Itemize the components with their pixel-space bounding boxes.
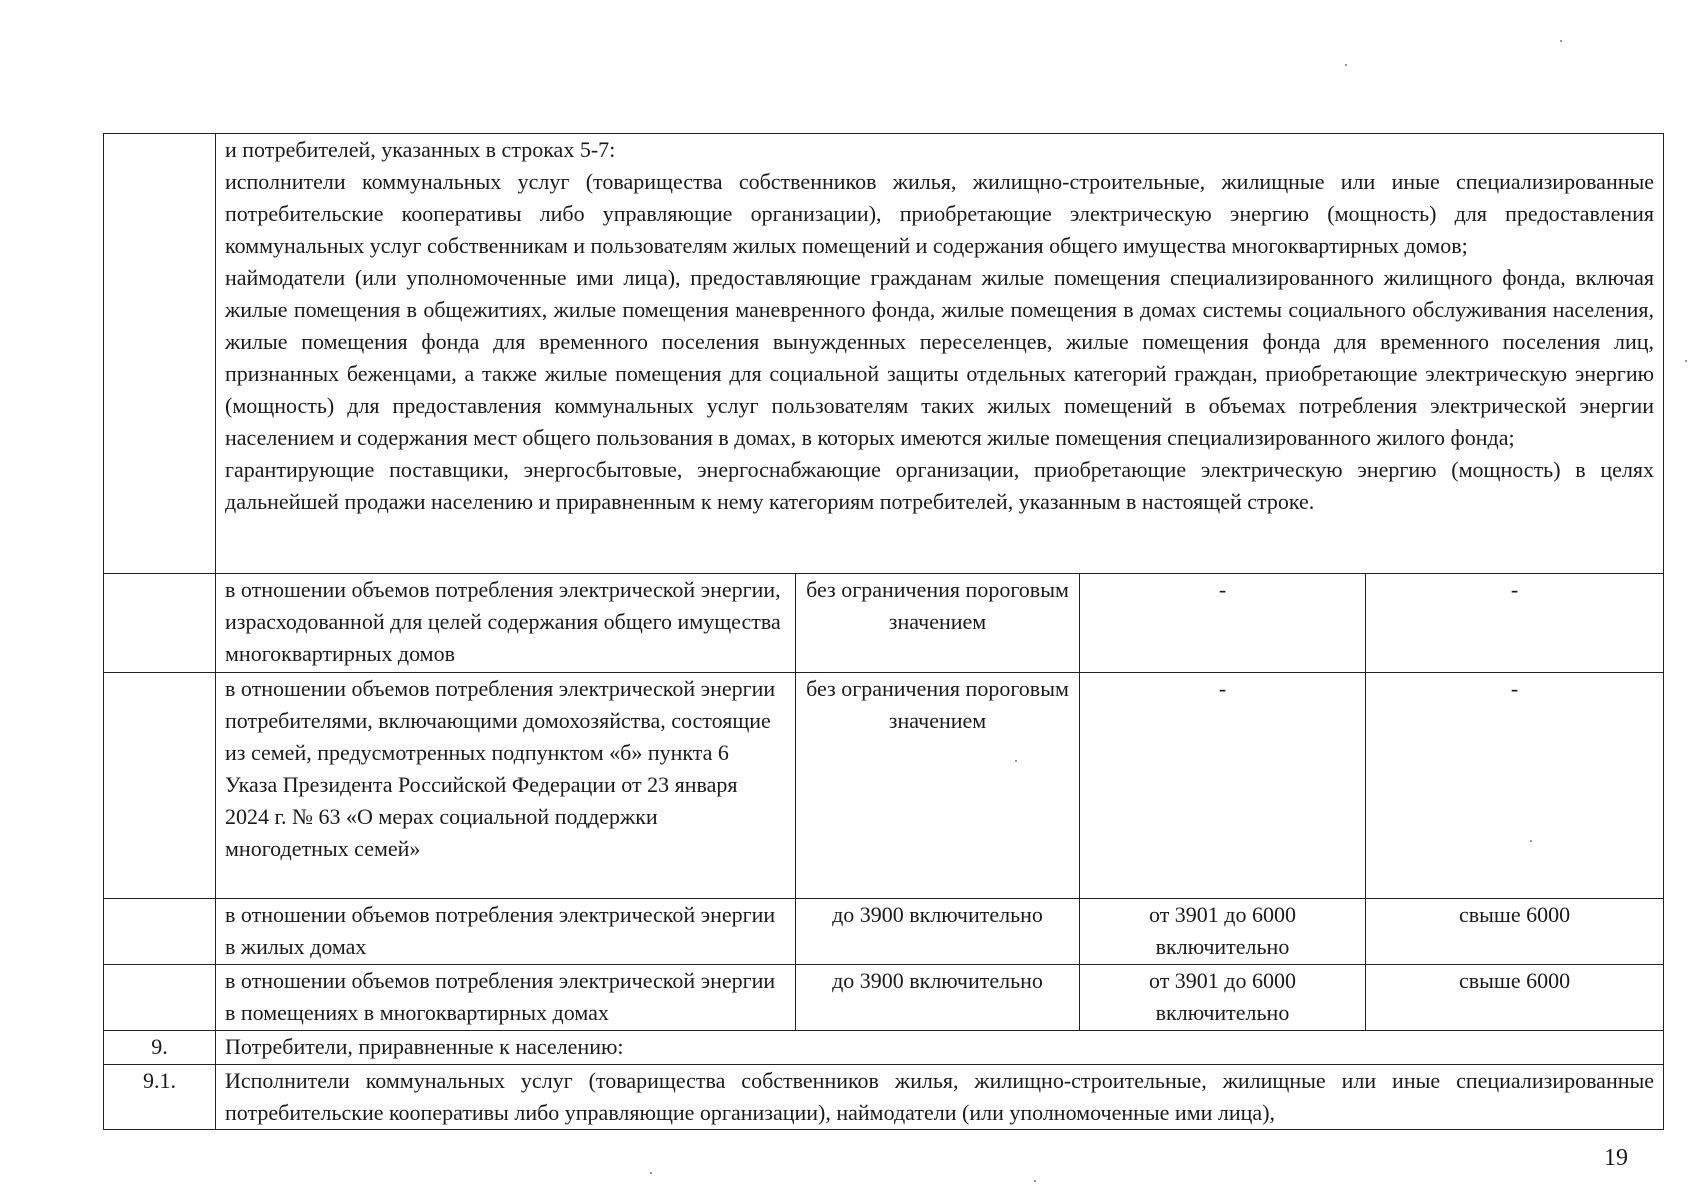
intro-paragraph: гарантирующие поставщики, энергосбытовые, энергоснабжающие организации, приобретающие электрическую энергию (мощность) в целях дальнейшей продажи населению и приравненным к нему категориям потребителей, указанным в настоящей строке. [225, 457, 1655, 514]
description-cell: в отношении объемов потребления электрической энергии, израсходованной для целей содержания общего имущества многоквартирных домов [216, 574, 796, 673]
tariff-table [103, 133, 1664, 1130]
scan-speck [1685, 360, 1687, 362]
intro-paragraph: наймодатели (или уполномоченные ими лица), предоставляющие гражданам жилые помещения специализированного жилищного фонда, включая жилые помещения в общежитиях, жилые помещения маневренного фонда, жилые помещения в домах системы социального обслуживания населения, жилые помещения фонда для временного поселения вынужденных переселенцев, жилые помещения фонда для временного поселения лиц, признанных беженцами, а также жилые помещения для социальной защиты отдельных категорий граждан, приобретающие электрическую энергию (мощность) для предоставления коммунальных услуг пользователям таких жилых помещений в объемах потребления электрической энергии населением и содержания мест общего пользования в домах, в которых имеются жилые помещения специализированного жилого фонда; [225, 265, 1655, 450]
section-number: 9. [104, 1031, 216, 1065]
table-row-section-9 [104, 1031, 1664, 1065]
table-row-section-9-1 [104, 1065, 1664, 1130]
scan-speck [1015, 760, 1017, 762]
threshold-cell-1: до 3900 включительно [796, 899, 1080, 965]
intro-cell [216, 134, 1664, 574]
row-number-cell [104, 134, 216, 574]
scan-speck [650, 1172, 652, 1174]
section-text: Исполнители коммунальных услуг (товарищества собственников жилья, жилищно-строительные, жилищные или иные специализированные потребительские кооперативы либо управляющие организации), наймодатели (или уполномоченные ими лица), [225, 1068, 1655, 1125]
threshold-cell-2: от 3901 до 6000 включительно [1080, 965, 1366, 1031]
threshold-cell-1: до 3900 включительно [796, 965, 1080, 1031]
row-number-cell [104, 673, 216, 899]
table-row [104, 574, 1664, 673]
page-number: 19 [1604, 1145, 1628, 1171]
threshold-cell-3: свыше 6000 [1366, 899, 1664, 965]
threshold-cell-3: свыше 6000 [1366, 965, 1664, 1031]
threshold-cell-3: - [1366, 673, 1664, 899]
threshold-cell-1: без ограничения пороговым значением [796, 574, 1080, 673]
table-row [104, 673, 1664, 899]
threshold-cell-2: - [1080, 574, 1366, 673]
description-cell: в отношении объемов потребления электрической энергии в жилых домах [216, 899, 796, 965]
threshold-cell-2: - [1080, 673, 1366, 899]
row-number-cell [104, 965, 216, 1031]
scan-speck [1345, 64, 1347, 66]
intro-paragraph: исполнители коммунальных услуг (товарищества собственников жилья, жилищно-строительные, жилищные или иные специализированные потребительские кооперативы либо управляющие организации), приобретающие электрическую энергию (мощность) для предоставления коммунальных услуг собственникам и пользователям жилых помещений и содержания общего имущества многоквартирных домов; [225, 169, 1655, 258]
section-title: Потребители, приравненные к населению: [216, 1031, 1664, 1065]
section-text-cell [216, 1065, 1664, 1130]
table-row [104, 899, 1664, 965]
section-number: 9.1. [104, 1065, 216, 1130]
description-cell: в отношении объемов потребления электрической энергии потребителями, включающими домохозяйства, состоящие из семей, предусмотренных подпунктом «б» пункта 6 Указа Президента Российской Федерации от 23 января 2024 г. № 63 «О мерах социальной поддержки многодетных семей» [216, 673, 796, 899]
threshold-cell-1: без ограничения пороговым значением [796, 673, 1080, 899]
threshold-cell-2: от 3901 до 6000 включительно [1080, 899, 1366, 965]
description-cell: в отношении объемов потребления электрической энергии в помещениях в многоквартирных домах [216, 965, 796, 1031]
threshold-cell-3: - [1366, 574, 1664, 673]
row-number-cell [104, 899, 216, 965]
scan-speck [1560, 40, 1562, 42]
scan-speck [1034, 1180, 1036, 1182]
row-number-cell [104, 574, 216, 673]
table-row [104, 965, 1664, 1031]
table-row-intro [104, 134, 1664, 574]
intro-paragraph: и потребителей, указанных в строках 5-7: [225, 137, 616, 162]
scan-speck [1530, 840, 1532, 842]
